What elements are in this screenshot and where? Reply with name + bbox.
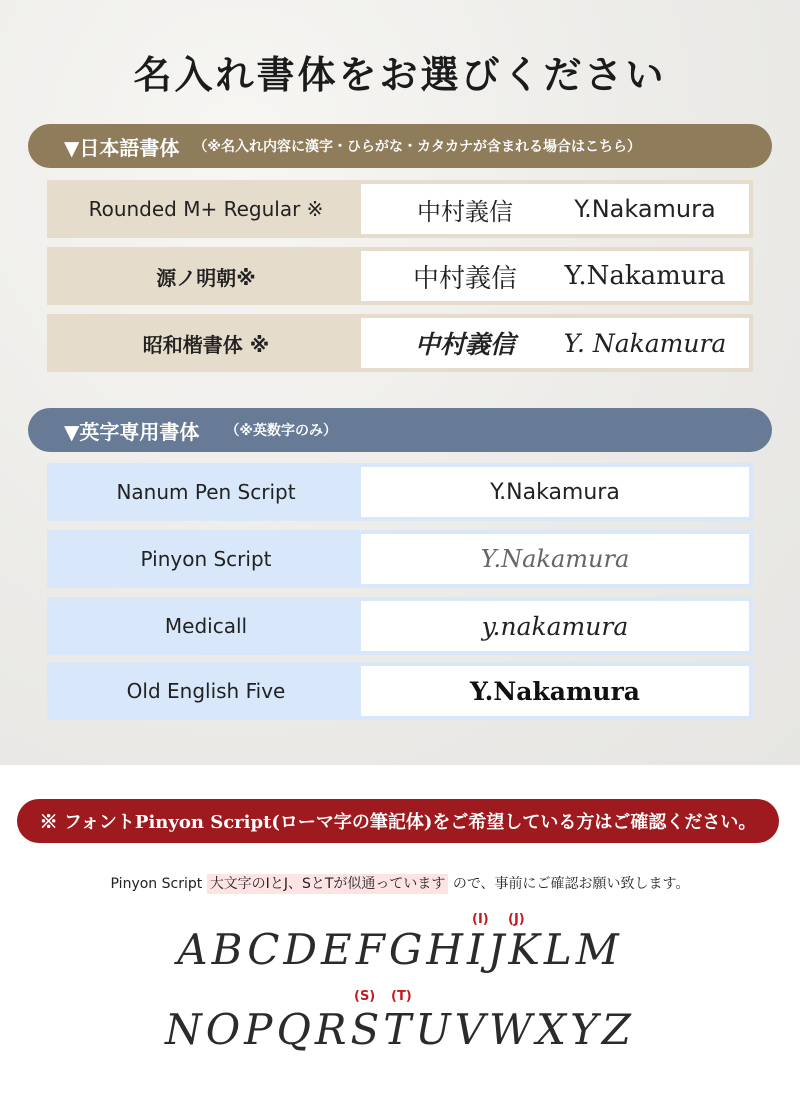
font-option-gen-mincho[interactable] xyxy=(47,247,753,305)
english-header-note: （※英数字のみ） xyxy=(225,423,338,439)
marker-i: (I) xyxy=(472,912,489,927)
font-name: Nanum Pen Script xyxy=(116,480,296,504)
font-name: 源ノ明朝※ xyxy=(156,265,256,290)
font-name: Medicall xyxy=(164,614,248,638)
sample-kanji: 中村義信 xyxy=(414,330,515,359)
font-option-pinyon-script[interactable] xyxy=(47,530,753,588)
sample-roman: Y. Nakamura xyxy=(563,328,727,358)
sample-kanji: 中村義信 xyxy=(412,263,517,294)
font-name: Old English Five xyxy=(126,679,286,703)
page-title: 名入れ書体をお選びください xyxy=(133,52,667,97)
font-option-showa-kaisho[interactable] xyxy=(47,314,753,372)
font-name: 昭和楷書体 ※ xyxy=(142,332,270,357)
font-sample: Y.Nakamura xyxy=(361,666,749,716)
font-sample: y.nakamura xyxy=(361,601,749,651)
notice-highlight: 大文字のIとJ、SとTが似通っています xyxy=(207,874,449,894)
pinyon-alphabet-row-1: ABCDEFGHIJKLM xyxy=(177,925,623,974)
pinyon-notice-text xyxy=(0,873,800,893)
japanese-header-note: （※名入れ内容に漢字・ひらがな・カタカナが含まれる場合はこちら） xyxy=(193,139,641,155)
font-option-rounded-mplus[interactable] xyxy=(47,180,753,238)
japanese-header-label: ▼日本語書体 xyxy=(64,135,180,160)
sample-kanji: 中村義信 xyxy=(417,197,513,226)
font-name: Rounded M+ Regular ※ xyxy=(88,197,324,221)
font-sample: Y.Nakamura xyxy=(361,467,749,517)
notice-prefix: Pinyon Script xyxy=(110,876,207,892)
sample-roman: Y.Nakamura xyxy=(574,195,716,223)
pinyon-notice-bar: ※ フォントPinyon Script(ローマ字の筆記体)をご希望している方はご確認ください。 xyxy=(17,799,779,843)
font-sample xyxy=(361,318,749,368)
font-option-nanum-pen[interactable] xyxy=(47,463,753,521)
marker-t: (T) xyxy=(391,989,412,1004)
font-option-medicall[interactable] xyxy=(47,597,753,655)
notice-suffix: ので、事前にご確認お願い致します。 xyxy=(448,876,690,892)
english-fonts-header xyxy=(28,408,772,452)
english-header-label: ▼英字専用書体 xyxy=(64,419,200,444)
font-sample: Y.Nakamura xyxy=(361,534,749,584)
marker-j: (J) xyxy=(508,912,525,927)
font-name: Pinyon Script xyxy=(140,547,272,571)
font-sample xyxy=(361,251,749,301)
pinyon-alphabet-row-2: NOPQRSTUVWXYZ xyxy=(165,1005,635,1054)
sample-roman: Y.Nakamura xyxy=(564,261,726,291)
font-sample xyxy=(361,184,749,234)
font-option-old-english-five[interactable] xyxy=(47,662,753,720)
japanese-fonts-header xyxy=(28,124,772,168)
marker-s: (S) xyxy=(354,989,376,1004)
